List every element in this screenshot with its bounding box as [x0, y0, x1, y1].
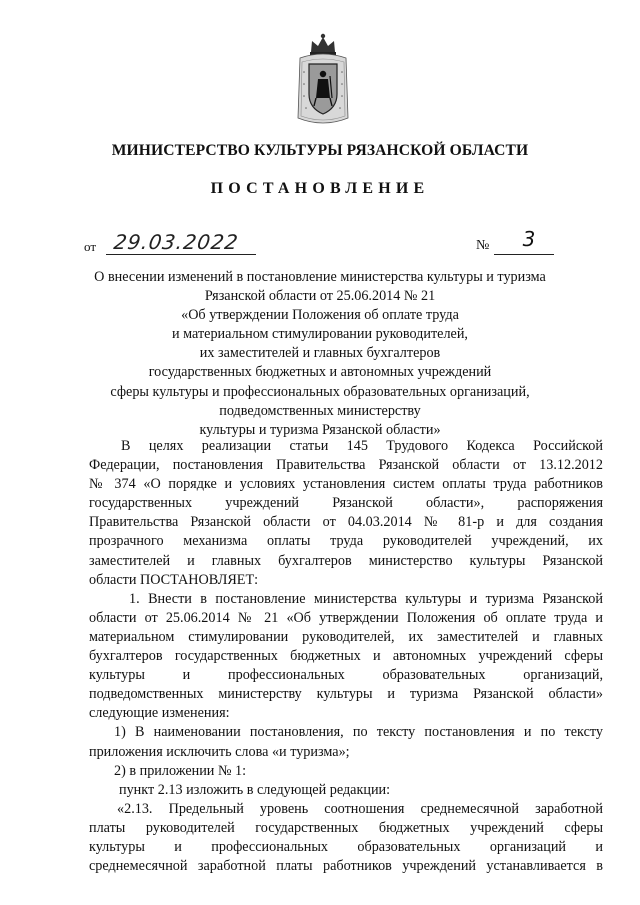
- subject-line: культуры и туризма Рязанской области»: [199, 421, 441, 438]
- subject-line: О внесении изменений в постановление министерства культуры и туризма: [94, 269, 546, 285]
- body-line: области ПОСТАНОВЛЯЕТ:: [89, 571, 259, 588]
- subject-line: Рязанской области от 25.06.2014 № 21: [204, 288, 436, 305]
- body-line: среднемесячной заработной платы работников учреждений устанавливается в: [89, 858, 603, 875]
- body-line: бухгалтеров государственных бюджетных и автономных учреждений сферы: [89, 648, 603, 665]
- body-line: подведомственных министерству культуры и туризма Рязанской области»: [89, 686, 603, 703]
- body-line: заместителей и главных бухгалтеров министерство культуры Рязанской: [89, 552, 603, 569]
- document-type: ПОСТАНОВЛЕНИЕ: [210, 180, 430, 197]
- body-line: приложения исключить слова «и туризма»;: [89, 743, 350, 760]
- body-line: государственных учреждений Рязанской области», распоряжения: [89, 495, 603, 512]
- date-underline: [106, 254, 256, 255]
- coat-of-arms-emblem: [294, 32, 352, 128]
- body-line: культуры и профессиональных образовательных организаций,: [89, 667, 603, 684]
- subject-line: подведомственных министерству: [219, 402, 421, 419]
- date-number-row: [84, 227, 554, 256]
- date-prefix: от: [84, 239, 97, 254]
- subject-line: их заместителей и главных бухгалтеров: [199, 345, 441, 362]
- document-number: 3: [522, 227, 536, 251]
- subject-line: государственных бюджетных и автономных учреждений: [148, 364, 492, 381]
- subject-line: и материальном стимулировании руководителей,: [172, 326, 468, 343]
- subject-line: «Об утверждении Положения об оплате труда: [181, 307, 459, 324]
- body-line: «2.13. Предельный уровень соотношения среднемесячной заработной: [117, 800, 603, 817]
- body-line: Федерации, постановления Правительства Рязанской области от 13.12.2012: [89, 457, 603, 474]
- body-line: Правительства Рязанской области от 04.03.2014 № 81-р и для создания: [89, 514, 603, 531]
- body-line: В целях реализации статьи 145 Трудового Кодекса Российской: [121, 438, 603, 454]
- body-line: материальном стимулировании руководителей, их заместителей и главных: [89, 628, 603, 645]
- body-line: области от 25.06.2014 № 21 «Об утверждении Положения об оплате труда и: [89, 609, 603, 626]
- body-line: культуры и профессиональных образовательных организаций и: [89, 838, 603, 855]
- number-underline: [494, 254, 554, 255]
- body-line: прозрачного механизма оплаты труда руководителей учреждений, их: [89, 533, 603, 550]
- subject-line: сферы культуры и профессиональных образовательных организаций,: [110, 383, 530, 400]
- document-body: [89, 437, 603, 876]
- body-line: 1) В наименовании постановления, по тексту постановления и по тексту: [114, 724, 603, 741]
- body-line: пункт 2.13 изложить в следующей редакции:: [119, 781, 391, 798]
- body-line: 2) в приложении № 1:: [114, 762, 247, 779]
- body-line: следующие изменения:: [89, 705, 230, 722]
- number-label: №: [476, 238, 490, 253]
- document-date: 29.03.2022: [112, 230, 241, 254]
- body-line: 1. Внести в постановление министерства культуры и туризма Рязанской: [129, 590, 603, 607]
- document-subject: [40, 268, 600, 440]
- body-line: платы руководителей государственных бюджетных учреждений сферы: [89, 819, 603, 836]
- ministry-name: МИНИСТЕРСТВО КУЛЬТУРЫ РЯЗАНСКОЙ ОБЛАСТИ: [111, 142, 529, 159]
- body-line: № 374 «О порядке и условиях установления систем оплаты труда работников: [89, 476, 603, 493]
